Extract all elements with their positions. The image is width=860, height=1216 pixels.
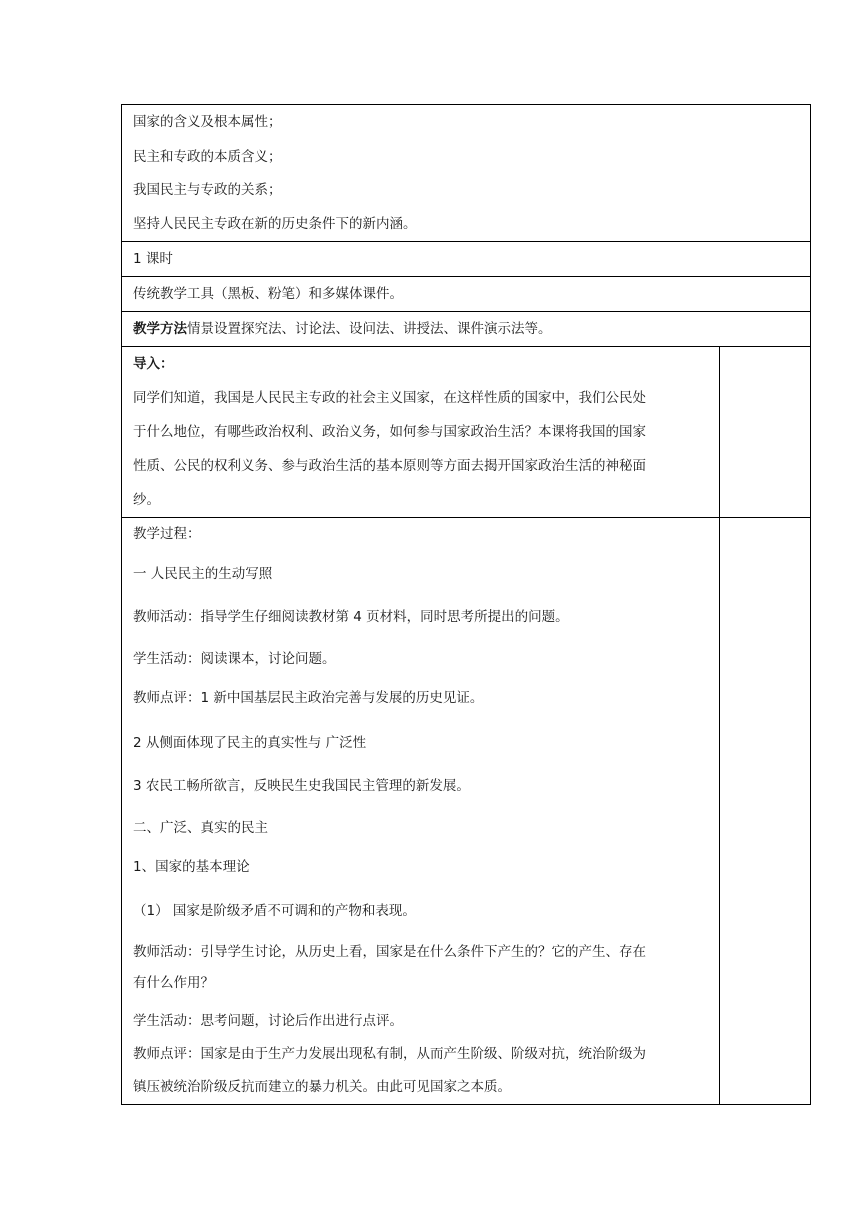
process-line: 有什么作用？ <box>133 975 214 991</box>
objective-line: 国家的含义及根本属性； <box>133 114 282 130</box>
row-divider <box>122 517 810 518</box>
process-line: （1） 国家是阶级矛盾不可调和的产物和表现。 <box>133 903 416 919</box>
process-line: 教师活动：引导学生讨论，从历史上看，国家是在什么条件下产生的？它的产生、存在 <box>133 944 646 960</box>
process-line: 2 从侧面体现了民主的真实性与 广泛性 <box>133 735 367 751</box>
process-line: 1、国家的基本理论 <box>133 859 250 875</box>
teaching-method-label: 教学方法 <box>133 321 187 337</box>
process-line: 二、广泛、真实的民主 <box>133 820 268 836</box>
objective-line: 我国民主与专政的关系； <box>133 182 282 198</box>
teaching-method <box>133 323 552 337</box>
intro-label: 导入： <box>133 356 174 372</box>
row-divider <box>122 241 810 242</box>
process-line: 教师活动：指导学生仔细阅读教材第 4 页材料，同时思考所提出的问题。 <box>133 609 569 625</box>
intro-line: 纱。 <box>133 492 160 508</box>
teaching-method-text: 情景设置探究法、讨论法、设问法、讲授法、课件演示法等。 <box>187 321 552 337</box>
process-line: 镇压被统治阶级反抗而建立的暴力机关。由此可见国家之本质。 <box>133 1079 511 1095</box>
teaching-tools: 传统教学工具（黑板、粉笔）和多媒体课件。 <box>133 286 403 302</box>
objective-line: 坚持人民民主专政在新的历史条件下的新内涵。 <box>133 216 417 232</box>
intro-line: 于什么地位，有哪些政治权利、政治义务，如何参与国家政治生活？本课将我国的国家 <box>133 424 646 440</box>
process-line: 学生活动：阅读课本，讨论问题。 <box>133 651 336 667</box>
objective-line: 民主和专政的本质含义； <box>133 149 282 165</box>
process-line: 3 农民工畅所欲言，反映民生史我国民主管理的新发展。 <box>133 778 470 794</box>
lesson-plan-table <box>121 104 811 1105</box>
process-line: 教师点评：国家是由于生产力发展出现私有制，从而产生阶级、阶级对抗，统治阶级为 <box>133 1046 646 1062</box>
process-line: 教学过程： <box>133 526 201 542</box>
row-divider <box>122 346 810 347</box>
process-line: 一 人民民主的生动写照 <box>133 566 273 582</box>
column-divider <box>719 346 720 1104</box>
row-divider <box>122 276 810 277</box>
class-hours: 1 课时 <box>133 251 173 267</box>
row-divider <box>122 311 810 312</box>
intro-line: 同学们知道，我国是人民民主专政的社会主义国家，在这样性质的国家中，我们公民处 <box>133 390 646 406</box>
process-line: 学生活动：思考问题，讨论后作出进行点评。 <box>133 1013 403 1029</box>
intro-line: 性质、公民的权利义务、参与政治生活的基本原则等方面去揭开国家政治生活的神秘面 <box>133 458 646 474</box>
process-line: 教师点评：1 新中国基层民主政治完善与发展的历史见证。 <box>133 690 484 706</box>
